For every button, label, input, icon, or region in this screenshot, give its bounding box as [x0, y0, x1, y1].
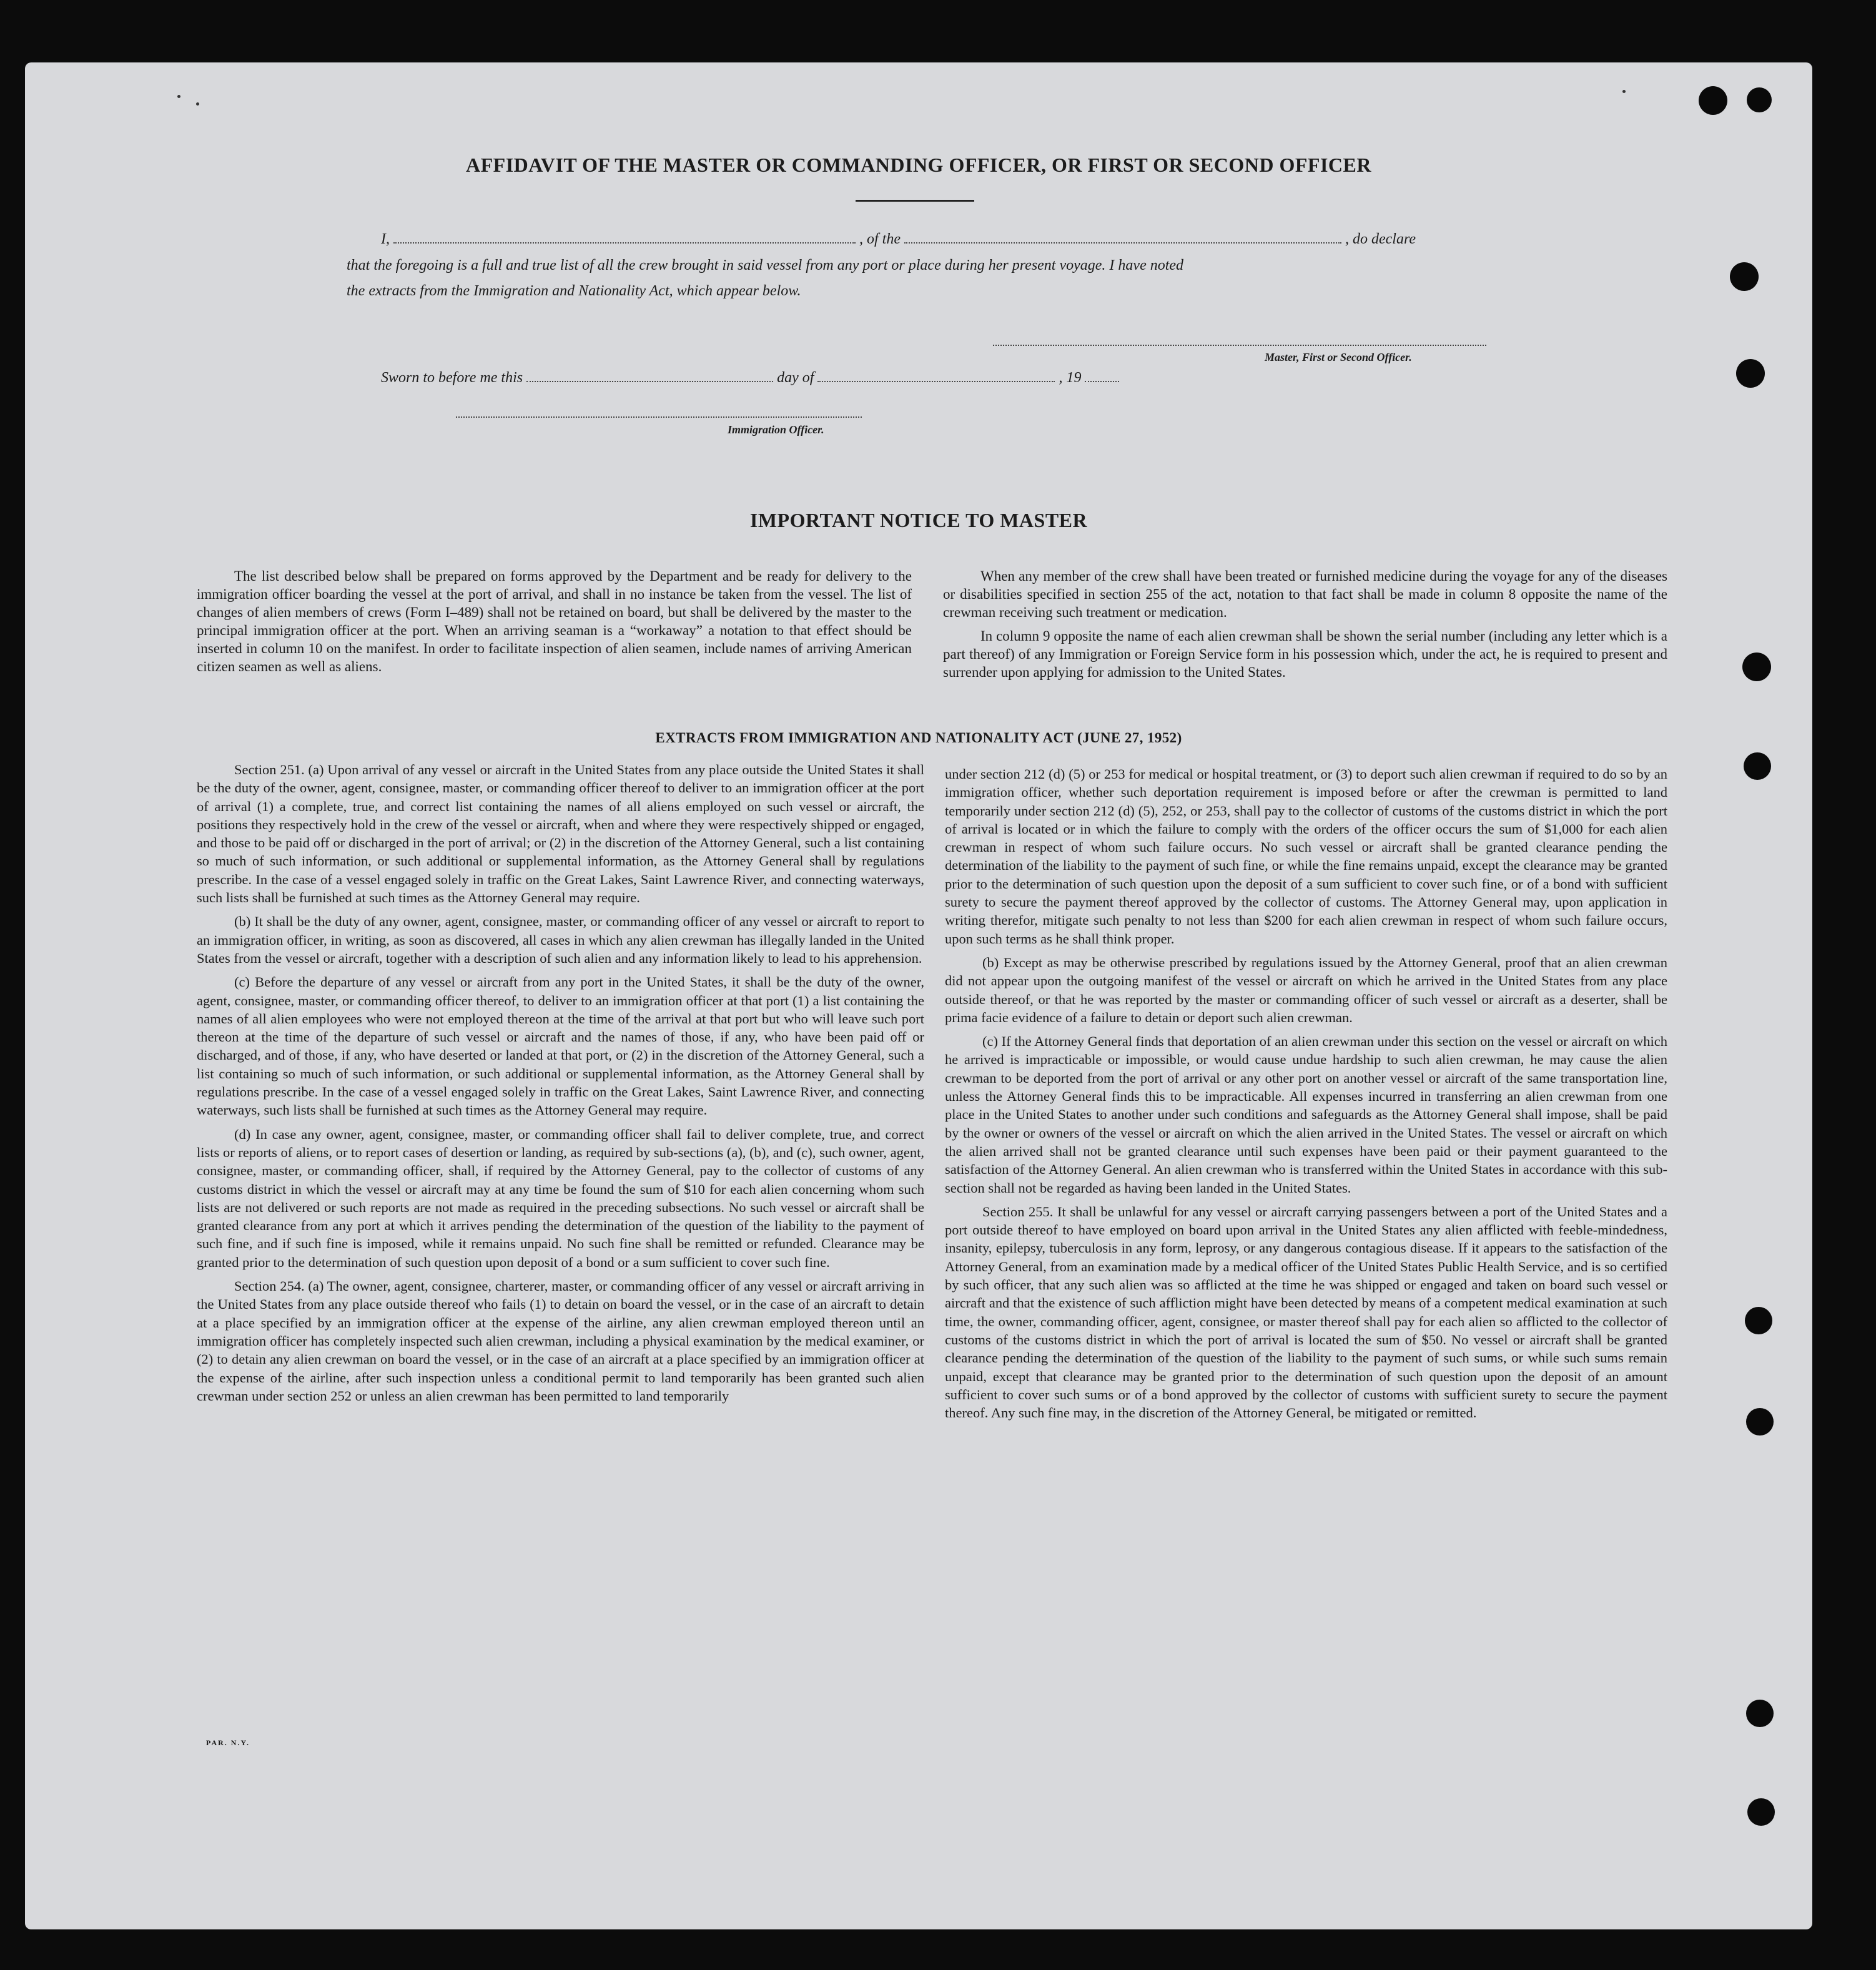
declaration-do-declare: , do declare — [1345, 231, 1416, 247]
punch-hole — [1747, 87, 1772, 112]
punch-hole — [1747, 1798, 1775, 1826]
printer-mark: PAR. N.Y. — [206, 1738, 250, 1747]
declaration-of-the: , of the — [859, 231, 901, 247]
section-251-c: (c) Before the departure of any vessel or aircraft from any port in the United States, it shall be the duty of the owner, agent, consignee, master, or commanding officer thereof, to deliver to an immigration officer at that port (1) a list containing the names of all alien employees who were not employed thereon at the time of the arrival at that port but who will leave such port thereon at the time of the departure of such vessel or aircraft and the names of those, if any, who have been paid off or discharged, and of those, if any, who have deserted or landed at that port, or (2) in the discretion of the Attorney General, such a list containing so much of such information, or such additional or supplemental information, as the Attorney General shall by regulations prescribe. In the case of a vessel engaged solely in traffic on the Great Lakes, Saint Lawrence River, and connecting waterways, such lists shall be furnished at such times as the Attorney General may require. — [197, 974, 924, 1118]
punch-hole — [1742, 653, 1771, 681]
declaration-i: I, — [381, 231, 390, 247]
immigration-officer-signature-line[interactable] — [456, 416, 862, 418]
punch-hole — [1730, 262, 1759, 291]
extracts-title: EXTRACTS FROM IMMIGRATION AND NATIONALITY ACT (JUNE 27, 1952) — [655, 730, 1182, 746]
section-254-c: (c) If the Attorney General finds that deportation of an alien crewman under this section on the vessel or aircraft on which he arrived is impracticable or impossible, or would cause undue hardship to such alien crewman, he may cause the alien crewman to be deported from the port of arrival or any other port on another vessel or aircraft of the same transportation line, unless the Attorney General finds this to be impracticable. All expenses incurred in transferring an alien crewman from one place in the United States to another under such conditions and safeguards as the Attorney General shall impose, shall be paid by the owner or owners of the vessel or aircraft on which the alien arrived in the United States. The vessel or aircraft on which the alien arrived shall not be granted clearance until such expenses have been paid or their payment guaranteed to the satisfaction of the Attorney General. An alien crewman who is transferred within the United States in accordance with this sub-section shall not be regarded as having been landed in the United States. — [945, 1033, 1667, 1196]
officer-caption: Immigration Officer. — [728, 423, 824, 436]
name-field[interactable] — [393, 242, 856, 244]
punch-hole — [1746, 1408, 1774, 1436]
document-page — [25, 62, 1812, 1929]
affidavit-title: AFFIDAVIT OF THE MASTER OR COMMANDING OFFICER, OR FIRST OR SECOND OFFICER — [466, 154, 1371, 176]
speck — [196, 102, 199, 106]
section-251-b: (b) It shall be the duty of any owner, agent, consignee, master, or commanding officer of any vessel or aircraft to report to an immigration officer, in writing, as soon as discovered, all cases in which any alien crewman has illegally landed in the United States from the vessel or aircraft, together with a description of such alien and any information likely to lead to his apprehension. — [197, 914, 924, 966]
sworn-line — [381, 370, 1123, 387]
sworn-text: Sworn to before me this — [381, 370, 523, 386]
notice-title: IMPORTANT NOTICE TO MASTER — [749, 509, 1088, 531]
declaration-text-2: the extracts from the Immigration and Nationality Act, which appear below. — [347, 283, 801, 299]
sworn-month-field[interactable] — [817, 381, 1055, 382]
punch-hole — [1746, 1700, 1774, 1727]
extracts-left-column — [197, 761, 924, 1411]
notice-paragraph: The list described below shall be prepared on forms approved by the Department and be ready for delivery to the immigration officer boarding the vessel at the port of arrival, and shall in no instance be taken from the vessel. The list of changes of alien members of crews (Form I–489) shall not be retained on board, but shall be delivered by the master to the principal immigration officer at the port. When an arriving seaman is a “workaway” a notation to that effect should be inserted in column 10 on the manifest. In order to facilitate inspection of alien seamen, include names of arriving American citizen seamen as well as aliens. — [197, 568, 912, 674]
sworn-day-field[interactable] — [526, 381, 773, 382]
section-251-a: Section 251. (a) Upon arrival of any vessel or aircraft in the United States from any place outside the United States it shall be the duty of the owner, agent, consignee, master, or commanding officer thereof to deliver to an immigration officer at the port of arrival (1) a complete, true, and correct list containing the names of all aliens employed on such vessel or aircraft, the positions they respectively hold in the crew of the vessel or aircraft, when and where they were respectively shipped or engaged, and those to be paid off or discharged in the port of arrival; or (2) in the discretion of the Attorney General, such a list containing so much of such information, or such additional or supplemental information, as the Attorney General shall by regulations prescribe. In the case of a vessel engaged solely in traffic on the Great Lakes, Saint Lawrence River, and connecting waterways, such lists shall be furnished at such times as the Attorney General may require. — [197, 762, 924, 906]
speck — [1622, 90, 1626, 93]
punch-hole — [1699, 86, 1727, 115]
sworn-day-of: day of — [777, 370, 814, 386]
notice-paragraph: When any member of the crew shall have been treated or furnished medicine during the voyage for any of the diseases or disabilities specified in section 255 of the act, notation to that fact shall be made in column 8 opposite the name of the crewman receiving such treatment or medication. — [943, 568, 1667, 620]
vessel-field[interactable] — [904, 242, 1341, 244]
section-255: Section 255. It shall be unlawful for any vessel or aircraft carrying passengers between a port of the United States and a port outside thereof to have employed on board upon arrival in the United States any alien afflicted with feeble-mindedness, insanity, epilepsy, tuberculosis in any form, leprosy, or any dangerous contagious disease. If it appears to the satisfaction of the Attorney General, from an examination made by a medical officer of the United States Public Health Service, and is so certified by such officer, that any such alien was so afflicted at the time he was shipped or engaged and taken on board such vessel or aircraft and that the existence of such affliction might have been detected by means of a competent medical examination at such time, the owner, commanding officer, agent, consignee, or master thereof shall pay for each alien so afflicted to the collector of customs of the customs district in which the port of arrival is located the sum of $50. No vessel or aircraft shall be granted clearance pending the determination of the question of the liability to the payment of such sums, or while such sums remain unpaid, except that clearance may be granted prior to the determination of such question upon the deposit of an amount sufficient to cover such sums or of a bond approved by the collector of customs with sufficient surety to secure the payment thereof. Any such fine may, in the discretion of the Attorney General, be mitigated or remitted. — [945, 1203, 1667, 1421]
master-caption: Master, First or Second Officer. — [1265, 351, 1412, 363]
punch-hole — [1745, 1307, 1772, 1334]
section-254-a-cont: under section 212 (d) (5) or 253 for medical or hospital treatment, or (3) to deport such alien crewman if required to do so by an immigration officer, whether such deportation requirement is imposed before or after the crewman is permitted to land temporarily under section 212 (d) (5), 252, or 253, shall pay to the collector of customs of the customs district in which the port of arrival is located or in which the failure to comply with the orders of the officer occurs the sum of $1,000 for each alien crewman in respect of whom such failure occurs. No such vessel or aircraft shall be granted clearance pending the determination of the liability to the payment of such fine, or while the fine remains unpaid, except the clearance may be granted prior to the determination of such question upon the deposit of a sum sufficient to cover such fine, or of a bond with sufficient surety to secure the payment thereof approved by the collector of customs. The Attorney General may, upon application in writing therefor, mitigate such penalty to not less than $200 for each alien crewman in respect of whom such failure occurs, upon such terms as he shall think proper. — [945, 766, 1667, 947]
title-rule — [856, 200, 974, 202]
sworn-year-field[interactable] — [1085, 381, 1119, 382]
sworn-year-prefix: , 19 — [1059, 370, 1082, 386]
declaration-line — [381, 231, 1416, 248]
speck — [177, 95, 180, 98]
section-251-d: (d) In case any owner, agent, consignee, master, or commanding officer shall fail to deliver complete, true, and correct lists or reports of aliens, or to report cases of desertion or landing, as required by sub-sections (a), (b), and (c), such owner, agent, consignee, master, or commanding officer, shall, if required by the Attorney General, pay to the collector of customs of any customs district in which the vessel or aircraft may at any time be found the sum of $10 for each alien concerning whom such lists are not delivered or such reports are not made as required in the preceding subsections. No such vessel or aircraft shall be granted clearance from any port at which it arrives pending the determination of the question of the liability to the payment of such fine, and if such fine is imposed, while it remains unpaid. No such fine shall be remitted or refunded. Clearance may be granted prior to the determination of such question upon deposit of a bond or a sum sufficient to cover such fine. — [197, 1126, 924, 1270]
extracts-right-column — [945, 765, 1667, 1427]
notice-right-column — [943, 567, 1667, 687]
section-254-a: Section 254. (a) The owner, agent, consignee, charterer, master, or commanding officer of any vessel or aircraft arriving in the United States from any place outside thereof who fails (1) to detain on board the vessel, or in the case of an aircraft to detain at a place specified by an immigration officer at the expense of the airline, any alien crewman employed thereon until an immigration officer has completely inspected such alien crewman, including a physical examination by the medical examiner, or (2) to detain any alien crewman on board the vessel, or in the case of an aircraft at a place specified by an immigration officer at the expense of the airline, after such inspection unless a conditional permit to land temporarily has been granted such alien crewman under section 252 or unless an alien crewman has been permitted to land temporarily — [197, 1278, 924, 1404]
master-signature-line[interactable] — [993, 345, 1486, 346]
punch-hole — [1744, 752, 1771, 780]
section-254-b: (b) Except as may be otherwise prescribed by regulations issued by the Attorney General, proof that an alien crewman did not appear upon the outgoing manifest of the vessel or aircraft on which he arrived in the United States from any place outside thereof, or that he was reported by the master or commanding officer of such vessel or aircraft as a deserter, shall be prima facie evidence of a failure to detain or deport such alien crewman. — [945, 954, 1667, 1025]
declaration-text-1: that the foregoing is a full and true list of all the crew brought in said vessel from any port or place during her present voyage. I have noted — [347, 257, 1184, 273]
notice-left-column — [197, 567, 912, 681]
punch-hole — [1736, 359, 1765, 388]
notice-paragraph: In column 9 opposite the name of each alien crewman shall be shown the serial number (including any letter which is a part thereof) of any Immigration or Foreign Service form in his possession which, under the act, he is required to present and surrender upon applying for admission to the United States. — [943, 628, 1667, 680]
